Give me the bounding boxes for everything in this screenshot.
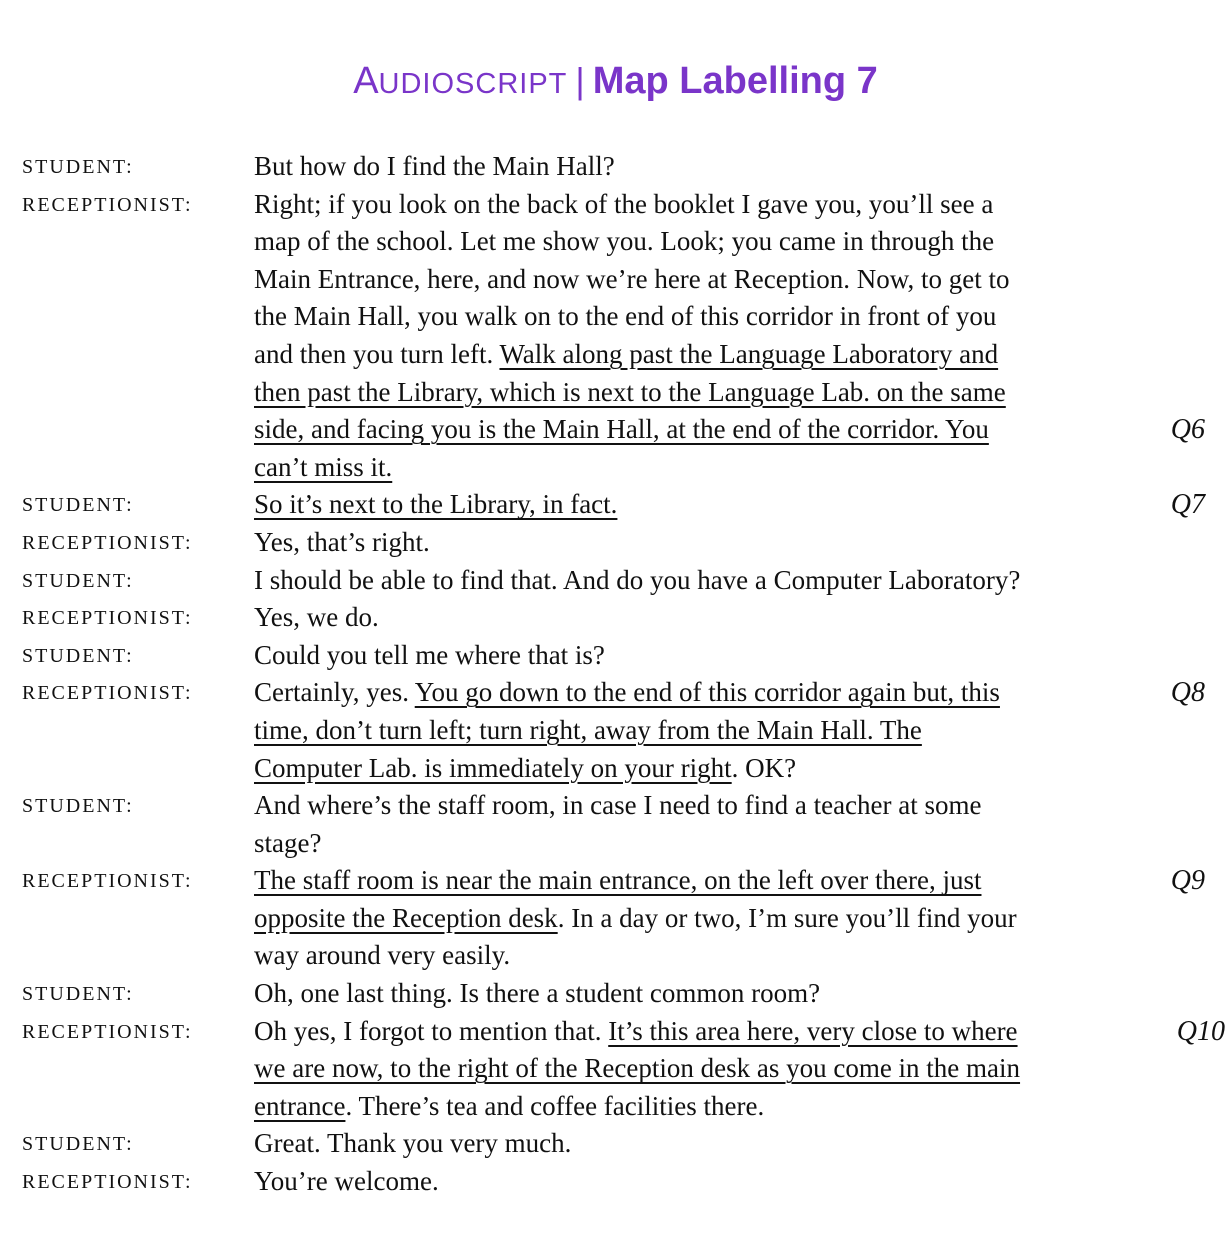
dialogue-line (0, 261, 1231, 299)
speaker-label-receptionist: RECEPTIONIST: (22, 607, 193, 630)
dialogue-line (0, 1013, 1231, 1051)
line-text (254, 1050, 1020, 1088)
answer-underline: we are now, to the right of the Reception desk as you come in the main (254, 1053, 1021, 1084)
answer-underline: Walk along past the Language Laboratory and (499, 338, 999, 369)
text-segment: . OK? (731, 752, 797, 783)
line-text (254, 825, 321, 863)
dialogue-line (0, 1125, 1231, 1163)
dialogue-line (0, 787, 1231, 825)
text-segment: Main Entrance, here, and now we’re here at Reception. Now, to get to (254, 263, 1010, 294)
answer-underline: Computer Lab. is immediately on your right (254, 752, 732, 783)
dialogue-line (0, 825, 1231, 863)
dialogue-line (0, 223, 1231, 261)
dialogue-line (0, 750, 1231, 788)
speaker-label-student: STUDENT: (22, 1133, 134, 1156)
dialogue-line (0, 411, 1231, 449)
answer-underline: entrance (254, 1090, 346, 1121)
text-segment: Great. Thank you very much. (254, 1128, 572, 1159)
dialogue-line (0, 374, 1231, 412)
dialogue-line (0, 975, 1231, 1013)
line-text (254, 411, 989, 449)
line-text (254, 261, 1009, 299)
speaker-label-receptionist: RECEPTIONIST: (22, 1171, 193, 1194)
answer-underline: You go down to the end of this corridor again but, this (414, 677, 1000, 708)
question-marker: Q10 (1176, 1015, 1225, 1047)
line-text (254, 336, 998, 374)
dialogue-line (0, 900, 1231, 938)
dialogue-line (0, 1088, 1231, 1126)
line-text (254, 449, 392, 487)
answer-underline: It’s this area here, very close to where (608, 1015, 1018, 1046)
dialogue-line (0, 298, 1231, 336)
line-text (254, 975, 820, 1013)
line-text (254, 1088, 764, 1126)
text-segment: I should be able to find that. And do you have a Computer Laboratory? (254, 564, 1021, 595)
answer-underline: opposite the Reception desk (254, 902, 558, 933)
text-segment: stage? (254, 827, 322, 858)
title-separator: | (575, 60, 585, 101)
answer-underline: The staff room is near the main entrance, on the left over there, just (254, 865, 982, 896)
text-segment: Right; if you look on the back of the booklet I gave you, you’ll see a (254, 188, 994, 219)
page-title (0, 60, 1231, 103)
answer-underline: time, don’t turn left; turn right, away from the Main Hall. The (254, 714, 922, 745)
text-segment: You’re welcome. (254, 1166, 439, 1197)
line-text (254, 1163, 439, 1201)
dialogue-line (0, 674, 1231, 712)
text-segment: way around very easily. (254, 940, 511, 971)
dialogue-line (0, 148, 1231, 186)
line-text (254, 148, 615, 186)
speaker-label-student: STUDENT: (22, 795, 134, 818)
question-marker: Q9 (1170, 865, 1205, 897)
text-segment: Oh, one last thing. Is there a student common room? (254, 978, 821, 1009)
line-text (254, 1125, 571, 1163)
line-text (254, 712, 922, 750)
speaker-label-student: STUDENT: (22, 644, 134, 667)
dialogue-line (0, 637, 1231, 675)
dialogue-line (0, 486, 1231, 524)
text-segment: And where’s the staff room, in case I need to find a teacher at some (254, 790, 982, 821)
dialogue (0, 148, 1231, 1201)
line-text (254, 298, 996, 336)
text-segment: the Main Hall, you walk on to the end of this corridor in front of you (254, 301, 997, 332)
text-segment: Yes, we do. (254, 602, 379, 633)
text-segment: Could you tell me where that is? (254, 639, 605, 670)
speaker-label-receptionist: RECEPTIONIST: (22, 531, 193, 554)
line-text (254, 900, 1017, 938)
line-text (254, 374, 1006, 412)
question-marker: Q8 (1170, 677, 1205, 709)
dialogue-line (0, 862, 1231, 900)
dialogue-line (0, 562, 1231, 600)
speaker-label-receptionist: RECEPTIONIST: (22, 682, 193, 705)
line-text (254, 486, 617, 524)
line-text (254, 599, 379, 637)
text-segment: Certainly, yes. (254, 677, 415, 708)
line-text (254, 862, 981, 900)
line-text (254, 787, 981, 825)
dialogue-line (0, 336, 1231, 374)
line-text (254, 223, 994, 261)
line-text (254, 750, 796, 788)
speaker-label-student: STUDENT: (22, 156, 134, 178)
line-text (254, 1013, 1018, 1051)
text-segment: map of the school. Let me show you. Look; you came in through the (254, 226, 995, 257)
question-marker: Q6 (1170, 414, 1205, 446)
answer-underline: So it’s next to the Library, in fact. (254, 489, 618, 520)
dialogue-line (0, 186, 1231, 224)
speaker-label-receptionist: RECEPTIONIST: (22, 1020, 193, 1043)
speaker-label-student: STUDENT: (22, 983, 134, 1006)
answer-underline: side, and facing you is the Main Hall, at the end of the corridor. You (254, 414, 989, 445)
text-segment: Oh yes, I forgot to mention that. (254, 1015, 609, 1046)
speaker-label-student: STUDENT: (22, 569, 134, 592)
dialogue-line (0, 712, 1231, 750)
text-segment: . There’s tea and coffee facilities there. (345, 1090, 765, 1121)
text-segment: But how do I find the Main Hall? (254, 151, 615, 181)
text-segment: Yes, that’s right. (254, 526, 430, 557)
answer-underline: then past the Library, which is next to the Language Lab. on the same (254, 376, 1006, 407)
answer-underline: can’t miss it. (254, 451, 393, 482)
text-segment: . In a day or two, I’m sure you’ll find your (557, 902, 1017, 933)
dialogue-line (0, 937, 1231, 975)
dialogue-line (0, 599, 1231, 637)
line-text (254, 562, 1020, 600)
speaker-label-student: STUDENT: (22, 494, 134, 517)
text-segment: and then you turn left. (254, 338, 500, 369)
dialogue-line (0, 1050, 1231, 1088)
dialogue-line (0, 1163, 1231, 1201)
title-main: Map Labelling 7 (592, 60, 878, 102)
question-marker: Q7 (1170, 489, 1205, 521)
dialogue-line (0, 449, 1231, 487)
line-text (254, 186, 993, 224)
title-audio-initial: A (353, 60, 379, 102)
title-audio-rest: UDIOSCRIPT (378, 68, 568, 100)
line-text (254, 674, 1000, 712)
speaker-label-receptionist: RECEPTIONIST: (22, 193, 193, 216)
line-text (254, 524, 430, 562)
dialogue-line (0, 524, 1231, 562)
speaker-label-receptionist: RECEPTIONIST: (22, 870, 193, 893)
line-text (254, 937, 510, 975)
line-text (254, 637, 605, 675)
